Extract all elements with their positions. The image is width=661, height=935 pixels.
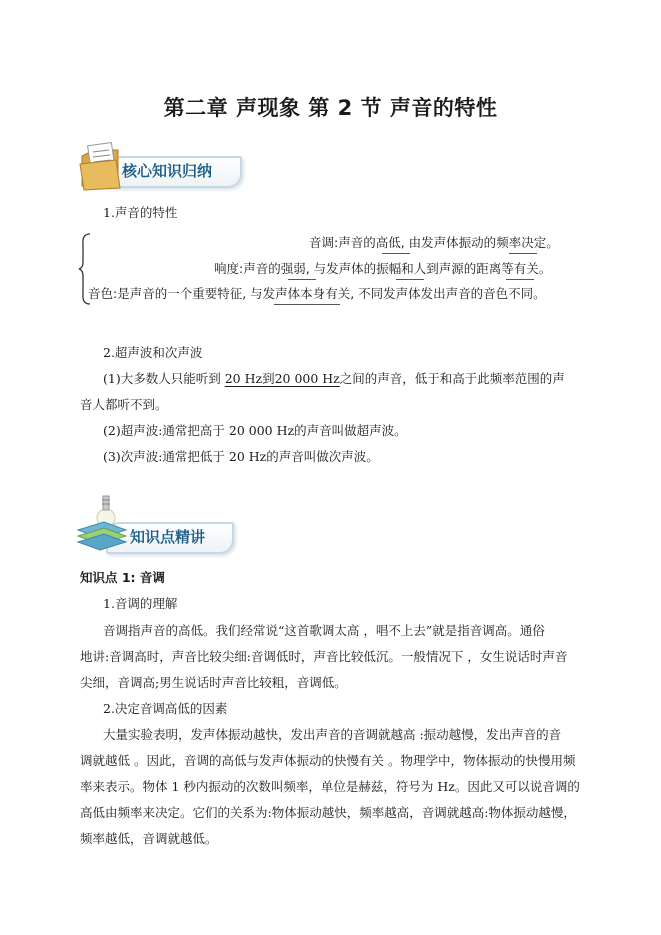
kp1-para2-line: 频率越低，音调就越低。	[80, 831, 218, 846]
kp1-para2-line: 率来表示。物体 1 秒内振动的次数叫频率，单位是赫兹，符号为 Hz。因此又可以说音调的	[80, 779, 580, 794]
trait-pitch: 音调:声音的高低, 由发声体振动的频率决定。	[309, 235, 559, 250]
item2-heading: 2.超声波和次声波	[103, 345, 203, 360]
item2-para2: (2)超声波:通常把高于 20 000 Hz的声音叫做超声波。	[103, 423, 407, 438]
kp1-sub2: 2.决定音调高低的因素	[103, 701, 228, 716]
blank-underline	[509, 253, 537, 254]
blank-underline	[288, 279, 316, 280]
item2-para1-line2: 音人都听不到。	[80, 397, 168, 412]
kp1-para2-line: 高低由频率来决定。它们的关系为:物体振动越快，频率越高，音调就越高:物体振动越慢，	[80, 805, 576, 820]
sound-traits-diagram	[78, 232, 588, 306]
section-banner-knowledge-points	[78, 516, 248, 556]
trait-loudness: 响度:声音的强弱, 与发声体的振幅和人到声源的距离等有关。	[214, 261, 552, 276]
kp1-para1-line: 地讲:音调高时，声音比较尖细:音调低时，声音比较低沉。一般情况下 ，女生说话时声音	[80, 649, 568, 664]
banner-label: 核心知识归纳	[122, 162, 213, 180]
blank-underline	[274, 304, 340, 305]
kp1-heading: 知识点 1: 音调	[80, 570, 165, 585]
item2-para3: (3)次声波:通常把低于 20 Hz的声音叫做次声波。	[103, 449, 379, 464]
section-banner-core-knowledge	[78, 150, 248, 190]
kp1-para1-line: 音调指声音的高低。我们经常说“这首歌调太高 ，唱不上去”就是指音调高。通俗	[103, 623, 545, 638]
banner-label: 知识点精讲	[130, 528, 206, 546]
blank-underline	[506, 279, 534, 280]
kp1-para1-line: 尖细，音调高;男生说话时声音比较粗，音调低。	[80, 675, 347, 690]
item2-para1-line1: (1)大多数人只能听到 20 Hz到20 000 Hz之间的声音，低于和高于此频率范围的声	[103, 371, 565, 386]
blank-underline	[396, 279, 424, 280]
page-title: 第二章 声现象 第 2 节 声音的特性	[163, 96, 498, 120]
folder-docs-icon	[78, 142, 122, 192]
kp1-para2-line: 大量实验表明，发声体振动越快，发出声音的音调就越高 :振动越慢，发出声音的音	[103, 727, 562, 742]
blank-underline	[382, 253, 410, 254]
frequency-range-answer: 20 Hz到20 000 Hz	[224, 371, 340, 386]
item1-heading: 1.声音的特性	[103, 205, 178, 220]
trait-timbre: 音色:是声音的一个重要特征, 与发声体本身有关, 不同发声体发出声音的音色不同。	[88, 286, 546, 301]
kp1-sub1: 1.音调的理解	[103, 596, 178, 611]
kp1-para2-line: 调就越低 。因此，音调的高低与发声体振动的快慢有关 。物理学中，物体振动的快慢用频	[80, 753, 576, 768]
lamp-books-icon	[76, 490, 128, 560]
